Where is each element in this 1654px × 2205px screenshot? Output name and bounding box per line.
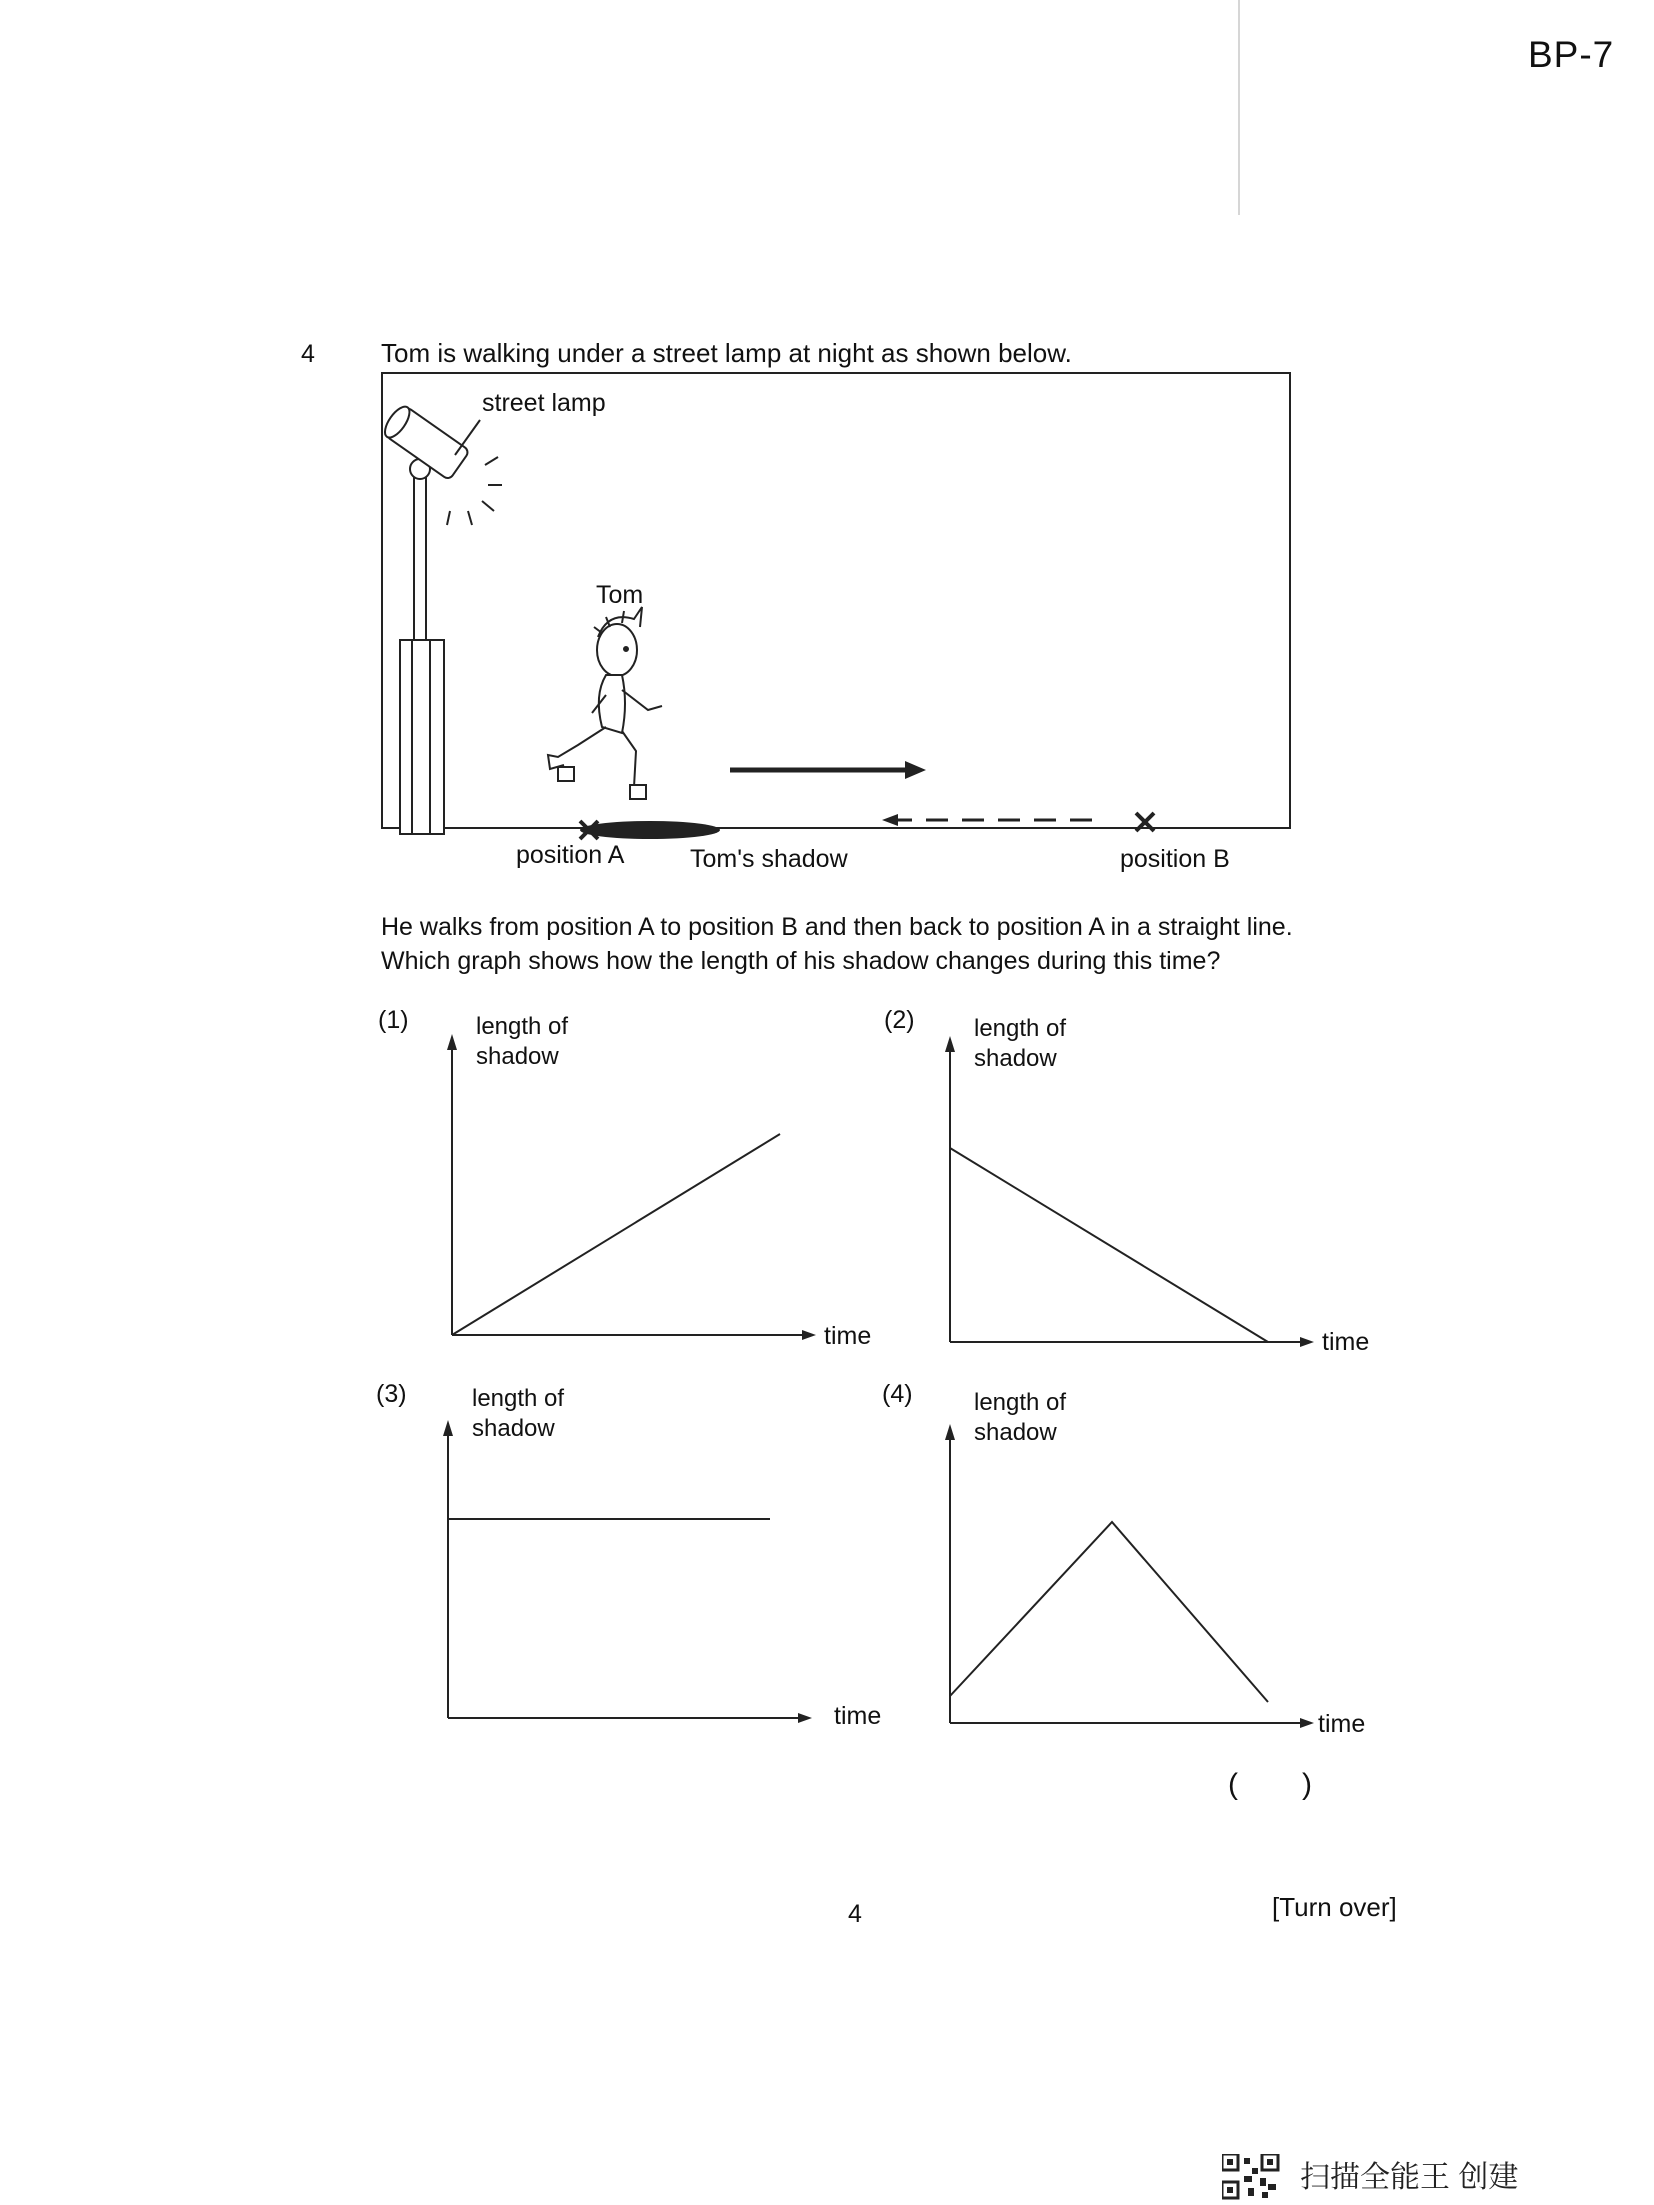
qr-code-icon: [1222, 2154, 1282, 2205]
answer-close-paren: ): [1302, 1768, 1312, 1801]
option-3-number: (3): [376, 1380, 407, 1408]
position-b-label: position B: [1120, 845, 1230, 873]
option-3-x-label: time: [834, 1702, 882, 1730]
option-2-curve: [950, 1148, 1268, 1342]
option-1-y-label: length of shadow: [476, 1013, 569, 1070]
option-1-x-label: time: [824, 1322, 872, 1350]
option-3-y-label: length of shadow: [472, 1385, 565, 1442]
question-intro: Tom is walking under a street lamp at night as shown below.: [381, 338, 1072, 368]
option-4-x-label: time: [1318, 1710, 1366, 1738]
option-3-graph: [436, 1384, 882, 1730]
street-lamp-icon: [380, 403, 502, 834]
tom-shadow-shape: [580, 821, 720, 839]
option-1-number: (1): [378, 1006, 409, 1034]
option-4-graph: [938, 1388, 1366, 1738]
page-number: 4: [848, 1900, 862, 1928]
street-lamp-scene: [370, 365, 1310, 890]
option-4-curve: [950, 1522, 1268, 1702]
scanner-stamp: 扫描全能王 创建: [1300, 2161, 1519, 2194]
turn-over-note: [Turn over]: [1272, 1892, 1397, 1922]
question-number: 4: [301, 340, 315, 368]
tom-figure-icon: [548, 607, 662, 799]
option-4-y-label: length of shadow: [974, 1389, 1067, 1446]
return-arrow-icon: [882, 814, 1098, 826]
option-1-graph: [440, 1010, 872, 1355]
option-2-number: (2): [884, 1006, 915, 1034]
tom-shadow-label: Tom's shadow: [690, 845, 848, 873]
scene-drawing: [370, 365, 1310, 885]
scene-frame: [382, 373, 1290, 828]
scan-edge-line: [1238, 0, 1240, 215]
forward-arrow-icon: [730, 761, 926, 779]
option-2-y-label: length of shadow: [974, 1015, 1067, 1072]
answer-bracket[interactable]: [1228, 1768, 1312, 1802]
option-1-curve: [452, 1134, 780, 1335]
position-a-label: position A: [516, 841, 625, 869]
paper-code: BP-7: [1528, 34, 1615, 75]
question-body: [381, 910, 1381, 978]
option-2-graph: [938, 1012, 1370, 1357]
option-4-number: (4): [882, 1380, 913, 1408]
answer-open-paren: (: [1228, 1768, 1238, 1801]
option-2-x-label: time: [1322, 1328, 1370, 1356]
question-text-line-2: Which graph shows how the length of his shadow changes during this time?: [381, 947, 1221, 975]
question-text-line-1: He walks from position A to position B and then back to position A in a straight line.: [381, 913, 1293, 941]
tom-label: Tom: [596, 581, 644, 609]
street-lamp-label: street lamp: [482, 389, 606, 417]
